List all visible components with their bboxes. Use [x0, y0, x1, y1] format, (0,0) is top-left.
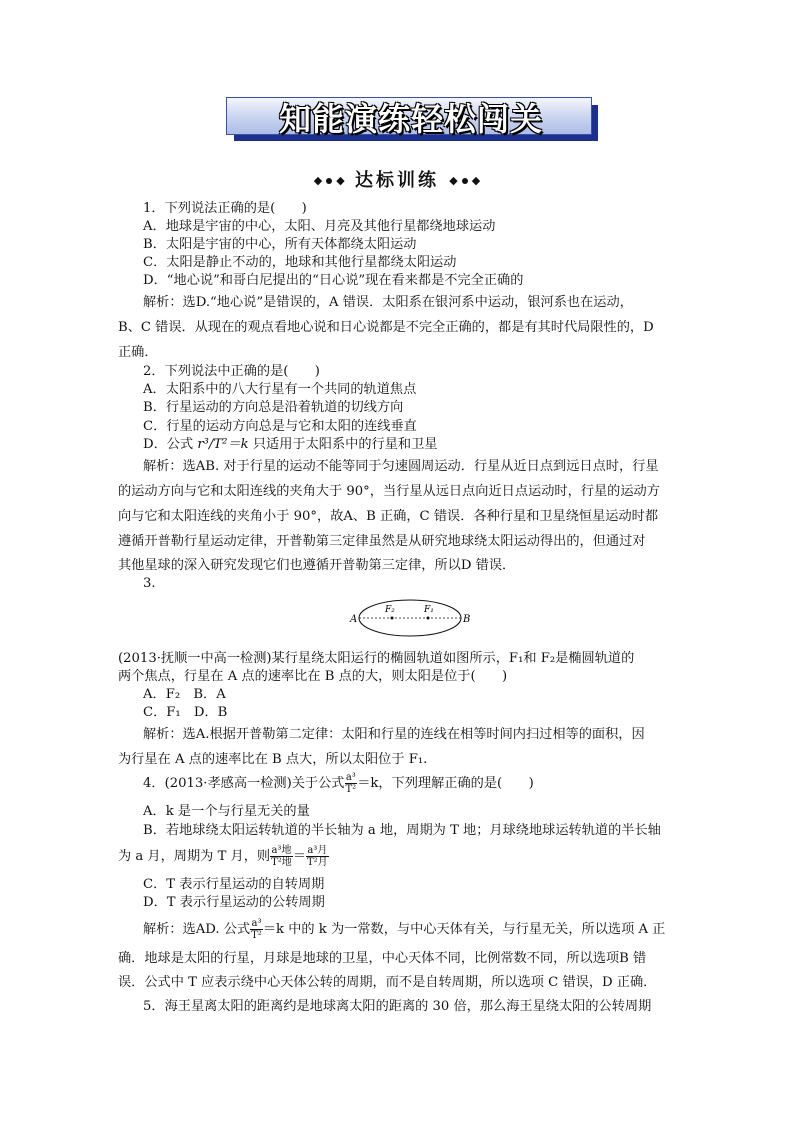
- q4-b2-prefix: 为 a 月，周期为 T 月，则: [118, 849, 271, 864]
- q4-stem: [143, 772, 534, 795]
- orbit-ellipse: [359, 600, 461, 636]
- point-b-label: B: [463, 614, 471, 625]
- title-banner: [226, 97, 596, 141]
- fraction-denominator: T²: [251, 930, 262, 941]
- q3-options: A．F₂ B．A: [143, 687, 226, 702]
- focus-f1-dot: [427, 617, 430, 620]
- q4-answer-line: 确．地球是太阳的行星，月球是地球的卫星，中心天体不同，比例常数不同，所以选项B 错: [118, 951, 647, 966]
- ellipse-orbit-figure: [340, 596, 480, 642]
- q4-option-d: D．T 表示行星运动的公转周期: [143, 895, 325, 910]
- q2-answer-line: 解析：选AB. 对于行星的运动不能等同于匀速圆周运动．行星从近日点到远日点时，行星: [143, 459, 659, 474]
- q2-option-d-suffix: 只适用于太阳系中的行星和卫星: [248, 437, 438, 452]
- q2-answer-line: 遵循开普勒行星运动定律，开普勒第三定律虽然是从研究地球绕太阳运动得出的，但通过对: [118, 534, 646, 549]
- q1-option-a: A．地球是宇宙的中心，太阳、月亮及其他行星都绕地球运动: [143, 219, 496, 234]
- q4-option-a: A．k 是一个与行星无关的量: [143, 804, 310, 819]
- earth-ratio-fraction: [270, 845, 293, 868]
- fraction-numerator: a³: [251, 918, 262, 929]
- focus-f1-label: F₁: [424, 605, 434, 615]
- fraction-denominator: T²地: [271, 857, 292, 868]
- q4-stem-suffix: ＝k，下列理解正确的是( ): [357, 776, 534, 791]
- focus-f2-label: F₂: [385, 605, 395, 615]
- q3-answer-line: 为行星在 A 点的速率比在 B 点大，所以太阳位于 F₁.: [118, 752, 428, 767]
- q1-stem: 1．下列说法正确的是( ): [143, 201, 307, 216]
- q2-option-d: [143, 436, 437, 454]
- q5-stem: 5．海王星离太阳的距离约是地球离太阳的距离的 30 倍，那么海王星绕太阳的公转周期: [143, 999, 652, 1014]
- q2-answer-line: 的运动方向与它和太阳连线的夹角大于 90°，当行星从远日点向近日点运动时，行星的运动方: [118, 484, 660, 499]
- diamond-icon: ◆: [336, 174, 345, 187]
- q4-answer-prefix: 解析：选AD. 公式: [143, 922, 251, 937]
- q2-option-d-prefix: D．公式: [143, 437, 198, 452]
- q4-stem-prefix: 4．(2013·孝感高一检测)关于公式: [143, 776, 345, 791]
- q4-answer-line: 误．公式中 T 应表示绕中心天体公转的周期，而不是自转周期，所以选项 C 错误，D 正确．: [118, 975, 657, 990]
- q3-answer-line: 解析：选A.根据开普勒第二定律：太阳和行星的连线在相等时间内扫过相等的面积，因: [143, 727, 645, 742]
- q4-option-b: B．若地球绕太阳运转轨道的半长轴为 a 地，周期为 T 地；月球绕地球运转轨道的半长轴: [143, 823, 661, 838]
- q2-answer-line: 其他星球的深入研究发现它们也遵循开普勒第三定律，所以D 错误．: [118, 558, 516, 573]
- diamond-icon: ◆: [313, 174, 323, 187]
- q2-option-b: B．行星运动的方向总是沿着轨道的切线方向: [143, 400, 404, 415]
- q2-answer-line: 向与它和太阳连线的夹角小于 90°，故A、B 正确，C 错误．各种行星和卫星绕恒星运动时都: [118, 509, 659, 524]
- q1-option-d: D．“地心说”和哥白尼提出的“日心说”现在看来都是不完全正确的: [143, 273, 524, 288]
- q3-stem: 两个焦点，行星在 A 点的速率比在 B 点的大，则太阳是位于( ): [118, 669, 508, 684]
- point-a-label: A: [350, 614, 358, 625]
- q4-answer-fraction: [250, 918, 263, 941]
- q1-option-b: B．太阳是宇宙的中心，所有天体都绕太阳运动: [143, 237, 417, 252]
- q4-option-c: C．T 表示行星运动的自转周期: [143, 877, 325, 892]
- dot-icon: [462, 178, 468, 184]
- banner-title: 知能演练轻松闯关: [278, 100, 543, 138]
- q2-option-c: C．行星的运动方向总是与它和太阳的连线垂直: [143, 419, 417, 434]
- fraction-numerator: a³月: [307, 845, 328, 856]
- q1-answer-line: B、C 错误．从现在的观点看地心说和日心说都是不完全正确的，都是有其时代局限性的，D: [118, 320, 654, 335]
- q4-answer-suffix: ＝k 中的 k 为一常数，与中心天体有关，与行星无关，所以选项 A 正: [262, 922, 666, 937]
- fraction-numerator: a³: [345, 772, 356, 783]
- q1-answer-line: 解析：选D.“地心说”是错误的，A 错误．太阳系在银河系中运动，银河系也在运动，: [143, 295, 633, 310]
- q3-number: 3.: [143, 576, 156, 591]
- q4-option-b-cont: [118, 845, 329, 868]
- q1-option-c: C．太阳是静止不动的，地球和其他行星都绕太阳运动: [143, 255, 457, 270]
- section-header: [0, 170, 794, 192]
- fraction-denominator: T²: [345, 784, 357, 795]
- q2-formula: r³/T²＝k: [197, 437, 249, 452]
- q4-fraction: [345, 772, 358, 795]
- q1-answer-line: 正确．: [118, 345, 158, 360]
- dot-icon: [326, 178, 332, 184]
- moon-ratio-fraction: [306, 845, 329, 868]
- equals-sign: ＝: [292, 849, 306, 864]
- diamond-icon: ◆: [471, 174, 481, 187]
- focus-f2-dot: [391, 617, 394, 620]
- diamond-icon: ◆: [449, 174, 458, 187]
- q2-stem: 2．下列说法中正确的是( ): [143, 364, 320, 379]
- fraction-numerator: a³地: [271, 845, 292, 856]
- fraction-denominator: T²月: [307, 857, 328, 868]
- section-title: 达标训练: [355, 170, 439, 191]
- q3-options: C．F₁ D．B: [143, 705, 228, 720]
- q2-option-a: A．太阳系中的八大行星有一个共同的轨道焦点: [143, 382, 417, 397]
- q4-answer-line: [143, 918, 665, 941]
- q3-stem: (2013·抚顺一中高一检测)某行星绕太阳运行的椭圆轨道如图所示，F₁和 F₂是椭圆轨道的: [118, 651, 635, 666]
